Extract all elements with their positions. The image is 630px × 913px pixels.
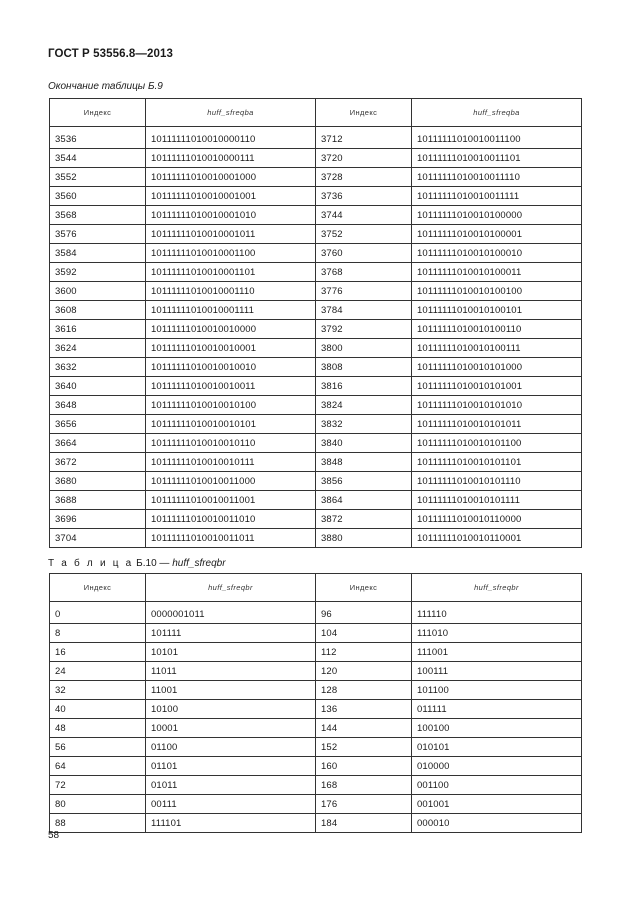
index-cell: 40 <box>50 700 146 719</box>
table-row <box>50 434 582 453</box>
table-row <box>50 301 582 320</box>
code-cell: 10111111010010101001 <box>412 377 582 396</box>
code-cell: 10111111010010010101 <box>146 415 316 434</box>
code-cell: 10111111010010001000 <box>146 168 316 187</box>
index-cell: 120 <box>316 662 412 681</box>
index-cell: 128 <box>316 681 412 700</box>
table-row <box>50 605 582 624</box>
code-cell: 10111111010010101111 <box>412 491 582 510</box>
table-row <box>50 130 582 149</box>
index-cell: 3680 <box>50 472 146 491</box>
index-cell: 3640 <box>50 377 146 396</box>
index-cell: 88 <box>50 814 146 833</box>
index-cell: 160 <box>316 757 412 776</box>
table-b10-caption <box>48 558 226 569</box>
code-cell: 000010 <box>412 814 582 833</box>
code-cell: 10111111010010110001 <box>412 529 582 548</box>
index-cell: 3768 <box>316 263 412 282</box>
page-number: 58 <box>48 830 60 841</box>
index-cell: 3632 <box>50 358 146 377</box>
code-cell: 10111111010010100111 <box>412 339 582 358</box>
index-cell: 3704 <box>50 529 146 548</box>
code-cell: 10111111010010000111 <box>146 149 316 168</box>
code-cell: 0000001011 <box>146 605 316 624</box>
code-cell: 010101 <box>412 738 582 757</box>
document-code: ГОСТ Р 53556.8—2013 <box>48 48 173 60</box>
index-cell: 144 <box>316 719 412 738</box>
code-cell: 10111111010010010100 <box>146 396 316 415</box>
table-row <box>50 776 582 795</box>
code-cell: 10111111010010101110 <box>412 472 582 491</box>
code-cell: 10111111010010101000 <box>412 358 582 377</box>
column-header-index: Индекс <box>50 99 146 127</box>
index-cell: 3544 <box>50 149 146 168</box>
code-cell: 10111111010010010001 <box>146 339 316 358</box>
index-cell: 3856 <box>316 472 412 491</box>
table-row <box>50 339 582 358</box>
index-cell: 3624 <box>50 339 146 358</box>
table-row <box>50 795 582 814</box>
index-cell: 3656 <box>50 415 146 434</box>
code-cell: 10111111010010011111 <box>412 187 582 206</box>
index-cell: 3696 <box>50 510 146 529</box>
table-row <box>50 149 582 168</box>
table-b10 <box>49 573 582 833</box>
index-cell: 3776 <box>316 282 412 301</box>
index-cell: 3600 <box>50 282 146 301</box>
code-cell: 10111111010010101101 <box>412 453 582 472</box>
index-cell: 3808 <box>316 358 412 377</box>
index-cell: 80 <box>50 795 146 814</box>
index-cell: 3568 <box>50 206 146 225</box>
code-cell: 10111111010010100001 <box>412 225 582 244</box>
code-cell: 10111111010010101011 <box>412 415 582 434</box>
column-header-index: Индекс <box>316 574 412 602</box>
index-cell: 48 <box>50 719 146 738</box>
code-cell: 10111111010010110000 <box>412 510 582 529</box>
code-cell: 10111111010010011001 <box>146 491 316 510</box>
index-cell: 3560 <box>50 187 146 206</box>
column-header-code: huff_sfreqbr <box>146 574 316 602</box>
index-cell: 8 <box>50 624 146 643</box>
column-header-code: huff_sfreqba <box>412 99 582 127</box>
code-cell: 10111111010010011011 <box>146 529 316 548</box>
index-cell: 16 <box>50 643 146 662</box>
code-cell: 100100 <box>412 719 582 738</box>
table-row <box>50 263 582 282</box>
index-cell: 3792 <box>316 320 412 339</box>
table-row <box>50 529 582 548</box>
table-row <box>50 643 582 662</box>
code-cell: 011111 <box>412 700 582 719</box>
code-cell: 100111 <box>412 662 582 681</box>
table-row <box>50 225 582 244</box>
code-cell: 10001 <box>146 719 316 738</box>
index-cell: 24 <box>50 662 146 681</box>
index-cell: 3800 <box>316 339 412 358</box>
table-row <box>50 814 582 833</box>
code-cell: 10111111010010001111 <box>146 301 316 320</box>
index-cell: 3712 <box>316 130 412 149</box>
index-cell: 72 <box>50 776 146 795</box>
index-cell: 3672 <box>50 453 146 472</box>
table-b10-caption-name: huff_sfreqbr <box>172 558 226 569</box>
code-cell: 111010 <box>412 624 582 643</box>
table-row <box>50 282 582 301</box>
index-cell: 3816 <box>316 377 412 396</box>
code-cell: 10111111010010100011 <box>412 263 582 282</box>
code-cell: 111101 <box>146 814 316 833</box>
index-cell: 152 <box>316 738 412 757</box>
code-cell: 01101 <box>146 757 316 776</box>
table-row <box>50 624 582 643</box>
code-cell: 10111111010010001100 <box>146 244 316 263</box>
index-cell: 32 <box>50 681 146 700</box>
table-row <box>50 700 582 719</box>
column-header-code: huff_sfreqba <box>146 99 316 127</box>
index-cell: 112 <box>316 643 412 662</box>
table-header-row <box>50 99 582 127</box>
code-cell: 10111111010010001001 <box>146 187 316 206</box>
index-cell: 3744 <box>316 206 412 225</box>
index-cell: 176 <box>316 795 412 814</box>
index-cell: 3880 <box>316 529 412 548</box>
index-cell: 3616 <box>50 320 146 339</box>
table-row <box>50 510 582 529</box>
code-cell: 10111111010010101010 <box>412 396 582 415</box>
index-cell: 96 <box>316 605 412 624</box>
code-cell: 101111 <box>146 624 316 643</box>
code-cell: 10111111010010100100 <box>412 282 582 301</box>
table-row <box>50 320 582 339</box>
table-b10-caption-number: Б.10 — <box>136 558 170 569</box>
code-cell: 01100 <box>146 738 316 757</box>
code-cell: 10111111010010010110 <box>146 434 316 453</box>
index-cell: 3752 <box>316 225 412 244</box>
index-cell: 3608 <box>50 301 146 320</box>
index-cell: 3872 <box>316 510 412 529</box>
code-cell: 11011 <box>146 662 316 681</box>
index-cell: 3688 <box>50 491 146 510</box>
code-cell: 10111111010010100110 <box>412 320 582 339</box>
code-cell: 10111111010010011100 <box>412 130 582 149</box>
code-cell: 10111111010010011010 <box>146 510 316 529</box>
table-row <box>50 377 582 396</box>
code-cell: 10111111010010100101 <box>412 301 582 320</box>
table-row <box>50 168 582 187</box>
code-cell: 00111 <box>146 795 316 814</box>
column-header-index: Индекс <box>316 99 412 127</box>
code-cell: 001001 <box>412 795 582 814</box>
index-cell: 168 <box>316 776 412 795</box>
column-header-index: Индекс <box>50 574 146 602</box>
index-cell: 0 <box>50 605 146 624</box>
table-row <box>50 681 582 700</box>
code-cell: 10100 <box>146 700 316 719</box>
index-cell: 3664 <box>50 434 146 453</box>
code-cell: 10111111010010011101 <box>412 149 582 168</box>
code-cell: 10111111010010000110 <box>146 130 316 149</box>
index-cell: 3848 <box>316 453 412 472</box>
code-cell: 10111111010010001010 <box>146 206 316 225</box>
column-header-code: huff_sfreqbr <box>412 574 582 602</box>
index-cell: 3648 <box>50 396 146 415</box>
index-cell: 3720 <box>316 149 412 168</box>
code-cell: 001100 <box>412 776 582 795</box>
code-cell: 10101 <box>146 643 316 662</box>
index-cell: 3576 <box>50 225 146 244</box>
code-cell: 01011 <box>146 776 316 795</box>
table-row <box>50 719 582 738</box>
index-cell: 64 <box>50 757 146 776</box>
index-cell: 3552 <box>50 168 146 187</box>
table-row <box>50 472 582 491</box>
table-header-row <box>50 574 582 602</box>
table-row <box>50 415 582 434</box>
index-cell: 3584 <box>50 244 146 263</box>
code-cell: 10111111010010001101 <box>146 263 316 282</box>
index-cell: 3536 <box>50 130 146 149</box>
index-cell: 3824 <box>316 396 412 415</box>
table-b9 <box>49 98 582 548</box>
code-cell: 10111111010010100000 <box>412 206 582 225</box>
table-row <box>50 738 582 757</box>
table-b9-caption: Окончание таблицы Б.9 <box>48 81 163 92</box>
index-cell: 3592 <box>50 263 146 282</box>
table-b10-caption-prefix: Т а б л и ц а <box>48 558 134 569</box>
index-cell: 3840 <box>316 434 412 453</box>
index-cell: 3736 <box>316 187 412 206</box>
code-cell: 111001 <box>412 643 582 662</box>
code-cell: 11001 <box>146 681 316 700</box>
table-row <box>50 453 582 472</box>
code-cell: 10111111010010101100 <box>412 434 582 453</box>
code-cell: 10111111010010011110 <box>412 168 582 187</box>
code-cell: 10111111010010010010 <box>146 358 316 377</box>
index-cell: 3760 <box>316 244 412 263</box>
index-cell: 3728 <box>316 168 412 187</box>
table-row <box>50 206 582 225</box>
code-cell: 10111111010010010011 <box>146 377 316 396</box>
table-row <box>50 244 582 263</box>
index-cell: 3864 <box>316 491 412 510</box>
code-cell: 10111111010010001110 <box>146 282 316 301</box>
code-cell: 10111111010010001011 <box>146 225 316 244</box>
table-row <box>50 358 582 377</box>
index-cell: 104 <box>316 624 412 643</box>
index-cell: 3784 <box>316 301 412 320</box>
code-cell: 10111111010010100010 <box>412 244 582 263</box>
table-row <box>50 491 582 510</box>
index-cell: 136 <box>316 700 412 719</box>
code-cell: 101100 <box>412 681 582 700</box>
table-row <box>50 187 582 206</box>
code-cell: 010000 <box>412 757 582 776</box>
table-row <box>50 396 582 415</box>
code-cell: 10111111010010010111 <box>146 453 316 472</box>
index-cell: 3832 <box>316 415 412 434</box>
table-row <box>50 662 582 681</box>
code-cell: 10111111010010010000 <box>146 320 316 339</box>
index-cell: 184 <box>316 814 412 833</box>
code-cell: 10111111010010011000 <box>146 472 316 491</box>
code-cell: 111110 <box>412 605 582 624</box>
table-row <box>50 757 582 776</box>
index-cell: 56 <box>50 738 146 757</box>
